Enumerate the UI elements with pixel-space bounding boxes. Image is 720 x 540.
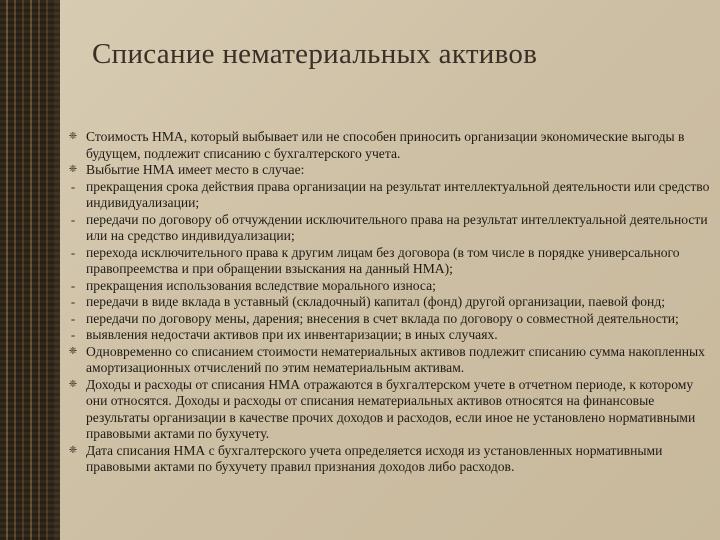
list-item-text: прекращения использования вследствие морального износа;	[86, 277, 436, 293]
dash-marker: -	[70, 277, 76, 293]
list-item-text: передачи по договору мены, дарения; внесения в счет вклада по договору о совместной деятельности;	[86, 310, 679, 326]
list-item	[60, 245, 710, 278]
dash-marker: -	[70, 310, 76, 326]
list-item-text: передачи по договору об отчуждении исключительного права на результат интеллектуальной деятельности или на средство индивидуализации;	[86, 211, 708, 243]
dash-marker: -	[70, 327, 76, 342]
list-item	[60, 344, 710, 377]
list-item-text: прекращения срока действия права организации на результат интеллектуальной деятельности или средство индивидуализации;	[86, 178, 710, 210]
list-item	[60, 311, 710, 328]
fleur-bullet-icon: ❈	[68, 164, 78, 175]
list-item-text: перехода исключительного права к другим лицам без договора (в том числе в порядке универсального правопреемства и при обращении взыскания на данный НМА);	[86, 244, 680, 276]
list-item-text: Выбытие НМА имеет место в случае:	[86, 162, 305, 177]
list-item-text: выявления недостачи активов при их инвентаризации; в иных случаях.	[86, 327, 498, 342]
list-item	[60, 377, 710, 443]
list-item	[60, 294, 710, 311]
list-item-text: Дата списания НМА с бухгалтерского учета определяется исходя из установленных нормативными правовыми актами по бухучету правил признания доходов либо расходов.	[86, 442, 663, 474]
list-item	[60, 327, 710, 344]
fleur-bullet-icon: ❈	[68, 345, 78, 357]
slide-title: Списание нематериальных активов	[92, 38, 538, 70]
bullet-list	[60, 129, 710, 476]
dash-marker: -	[70, 178, 76, 194]
list-item	[60, 129, 710, 162]
dash-marker: -	[70, 294, 76, 309]
decorative-stripe	[0, 0, 60, 540]
fleur-bullet-icon: ❈	[68, 444, 78, 456]
list-item	[60, 162, 710, 179]
fleur-bullet-icon: ❈	[68, 131, 78, 142]
list-item	[60, 212, 710, 245]
list-item	[60, 278, 710, 295]
dash-marker: -	[70, 211, 76, 227]
fleur-bullet-icon: ❈	[68, 378, 78, 390]
list-item	[60, 179, 710, 212]
list-item-text: передачи в виде вклада в уставный (складочный) капитал (фонд) другой организации, паевой фонд;	[86, 294, 666, 309]
list-item-text: Стоимость НМА, который выбывает или не способен приносить организации экономические выгоды в будущем, подлежит списанию с бухгалтерского учета.	[86, 129, 685, 161]
list-item-text: Доходы и расходы от списания НМА отражаются в бухгалтерском учете в отчетном периоде, к которому они относятся. Доходы и расходы от списания нематериальных активов относятся на финансовые результаты организации в качестве прочих доходов и расходов, если иное не установлено нормативными правовыми актами по бухучету.	[86, 376, 696, 441]
list-item-text: Одновременно со списанием стоимости нематериальных активов подлежит списанию сумма накопленных амортизационных отчислений по этим нематериальным активам.	[86, 343, 705, 375]
list-item	[60, 443, 710, 476]
dash-marker: -	[70, 244, 76, 260]
